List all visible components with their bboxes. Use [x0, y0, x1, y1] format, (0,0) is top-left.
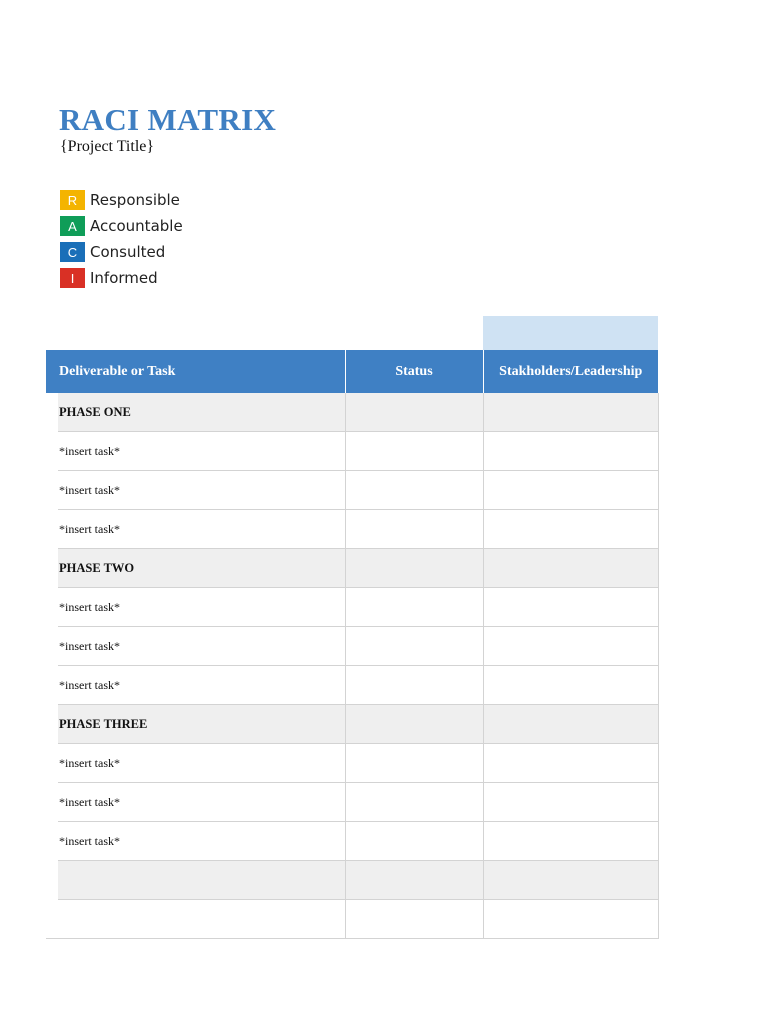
table-row	[46, 432, 658, 471]
project-title[interactable]: {Project Title}	[60, 138, 155, 155]
document-title: RACI MATRIX	[59, 102, 277, 137]
status-cell[interactable]	[345, 705, 483, 744]
header-accent-block	[483, 316, 658, 350]
table-header-row	[46, 350, 658, 393]
table-row	[46, 627, 658, 666]
status-cell[interactable]	[345, 393, 483, 432]
legend-label-consulted: Consulted	[90, 243, 166, 261]
table-row	[46, 588, 658, 627]
task-cell[interactable]: *insert task*	[46, 744, 345, 783]
legend-item-accountable	[60, 216, 183, 236]
stakeholders-cell[interactable]	[483, 861, 658, 900]
task-cell[interactable]: *insert task*	[46, 666, 345, 705]
stakeholders-cell[interactable]	[483, 666, 658, 705]
table-row	[46, 744, 658, 783]
task-cell[interactable]: *insert task*	[46, 822, 345, 861]
status-cell[interactable]	[345, 666, 483, 705]
task-cell[interactable]	[46, 861, 345, 900]
legend-badge-i: I	[60, 268, 85, 288]
table-left-margin	[46, 393, 58, 938]
legend-label-responsible: Responsible	[90, 191, 180, 209]
table-row	[46, 666, 658, 705]
legend-item-informed	[60, 268, 183, 288]
stakeholders-cell[interactable]	[483, 627, 658, 666]
raci-legend	[60, 190, 183, 294]
stakeholders-cell[interactable]	[483, 393, 658, 432]
status-cell[interactable]	[345, 744, 483, 783]
stakeholders-cell[interactable]	[483, 822, 658, 861]
task-cell[interactable]: *insert task*	[46, 432, 345, 471]
status-cell[interactable]	[345, 510, 483, 549]
raci-table	[46, 350, 659, 939]
stakeholders-cell[interactable]	[483, 549, 658, 588]
task-cell[interactable]: *insert task*	[46, 510, 345, 549]
stakeholders-cell[interactable]	[483, 783, 658, 822]
table-row	[46, 861, 658, 900]
legend-badge-c: C	[60, 242, 85, 262]
legend-label-accountable: Accountable	[90, 217, 183, 235]
table-row	[46, 471, 658, 510]
phase-label-cell[interactable]: PHASE TWO	[46, 549, 345, 588]
status-cell[interactable]	[345, 432, 483, 471]
table-body	[46, 393, 658, 939]
stakeholders-cell[interactable]	[483, 510, 658, 549]
table-row	[46, 510, 658, 549]
stakeholders-cell[interactable]	[483, 900, 658, 939]
phase-label-cell[interactable]: PHASE ONE	[46, 393, 345, 432]
task-cell[interactable]: *insert task*	[46, 627, 345, 666]
task-cell[interactable]	[46, 900, 345, 939]
phase-row	[46, 393, 658, 432]
status-cell[interactable]	[345, 549, 483, 588]
header-deliverable-or-task: Deliverable or Task	[46, 350, 345, 393]
stakeholders-cell[interactable]	[483, 588, 658, 627]
stakeholders-cell[interactable]	[483, 705, 658, 744]
legend-label-informed: Informed	[90, 269, 158, 287]
status-cell[interactable]	[345, 822, 483, 861]
status-cell[interactable]	[345, 900, 483, 939]
stakeholders-cell[interactable]	[483, 432, 658, 471]
status-cell[interactable]	[345, 588, 483, 627]
table-row	[46, 822, 658, 861]
phase-row	[46, 549, 658, 588]
table-row	[46, 900, 658, 939]
legend-item-responsible	[60, 190, 183, 210]
stakeholders-cell[interactable]	[483, 744, 658, 783]
legend-item-consulted	[60, 242, 183, 262]
phase-label-cell[interactable]: PHASE THREE	[46, 705, 345, 744]
legend-badge-a: A	[60, 216, 85, 236]
stakeholders-cell[interactable]	[483, 471, 658, 510]
task-cell[interactable]: *insert task*	[46, 471, 345, 510]
header-stakeholders-leadership: Stakholders/Leadership	[483, 350, 658, 393]
task-cell[interactable]: *insert task*	[46, 588, 345, 627]
status-cell[interactable]	[345, 627, 483, 666]
table-row	[46, 783, 658, 822]
status-cell[interactable]	[345, 783, 483, 822]
legend-badge-r: R	[60, 190, 85, 210]
status-cell[interactable]	[345, 861, 483, 900]
header-status: Status	[345, 350, 483, 393]
status-cell[interactable]	[345, 471, 483, 510]
phase-row	[46, 705, 658, 744]
task-cell[interactable]: *insert task*	[46, 783, 345, 822]
